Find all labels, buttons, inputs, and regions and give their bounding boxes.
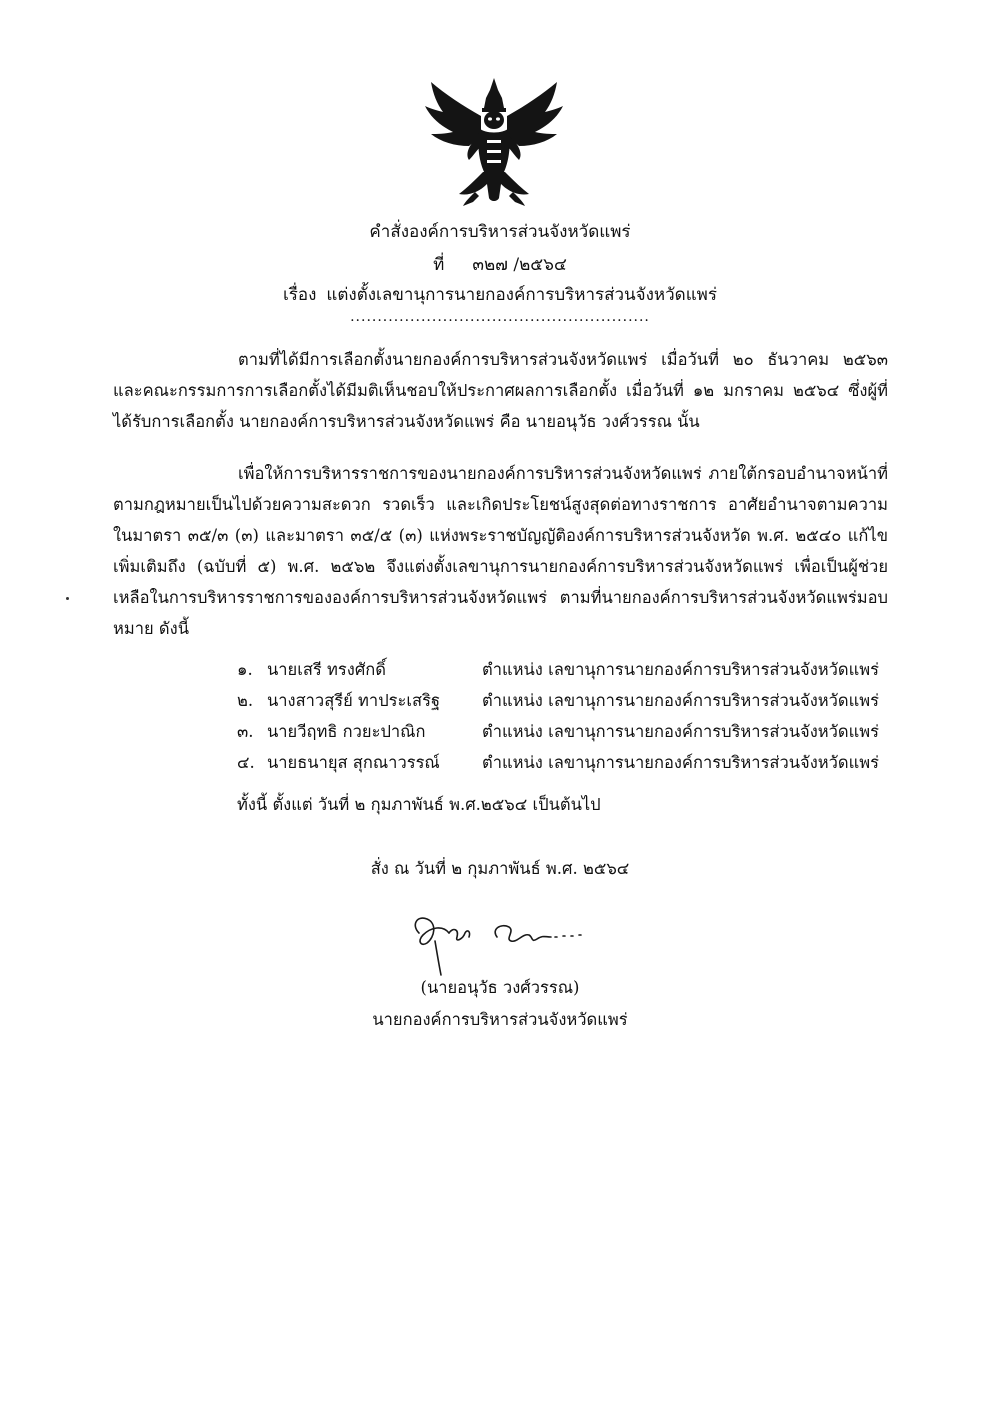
list-item (237, 747, 897, 778)
order-number-value: ๓๒๗ /๒๕๖๔ (472, 255, 567, 275)
appointee-name: นายวีฤทธิ กวยะปาณิก (267, 721, 426, 741)
order-subject (0, 281, 1000, 308)
list-item (237, 716, 897, 747)
appointee-number: ๓. (237, 721, 254, 741)
signer-position: นายกองค์การบริหารส่วนจังหวัดแพร่ (372, 1010, 628, 1029)
appointee-position: ตำแหน่ง เลขานุการนายกองค์การบริหารส่วนจังหวัดแพร่ (482, 690, 879, 710)
order-subject-label: เรื่อง (282, 285, 317, 305)
body-paragraph-1: ตามที่ได้มีการเลือกตั้งนายกองค์การบริหารส่วนจังหวัดแพร่ เมื่อวันที่ ๒๐ ธันวาคม ๒๕๖๓ และคณะกรรมการการเลือกตั้งได้มีมติเห็นชอบให้ประกาศผลการเลือกตั้ง เมื่อวันที่ ๑๒ มกราคม ๒๕๖๔ ซึ่งผู้ที่ได้รับการเลือกตั้ง นายกองค์การบริหารส่วนจังหวัดแพร่ คือ นายอนุวัธ วงศ์วรรณ นั้น (113, 350, 888, 431)
signer-name: (นายอนุวัธ วงศ์วรรณ) (420, 978, 580, 997)
appointee-number: ๔. (237, 752, 255, 772)
document-title: คำสั่งองค์การบริหารส่วนจังหวัดแพร่ (369, 222, 631, 242)
appointee-name: นายเสรี ทรงศักดิ์ (267, 659, 387, 679)
signature-icon (405, 903, 605, 983)
appointee-position: ตำแหน่ง เลขานุการนายกองค์การบริหารส่วนจังหวัดแพร่ (482, 659, 879, 679)
list-item (237, 685, 897, 716)
appointee-position: ตำแหน่ง เลขานุการนายกองค์การบริหารส่วนจังหวัดแพร่ (482, 721, 879, 741)
effective-date: ทั้งนี้ ตั้งแต่ วันที่ ๒ กุมภาพันธ์ พ.ศ.๒๕๖๔ เป็นต้นไป (237, 795, 601, 814)
scan-speck (66, 597, 69, 600)
order-number (0, 251, 1000, 278)
appointee-number: ๒. (237, 690, 254, 710)
appointee-list (237, 654, 897, 778)
appointee-number: ๑. (237, 659, 253, 679)
header-separator: ....................................................... (350, 309, 650, 325)
appointee-name: นางสาวสุรีย์ ทาประเสริฐ (267, 690, 441, 710)
appointee-name: นายธนายุส สุกณาวรรณ์ (267, 752, 440, 772)
order-subject-value: แต่งตั้งเลขานุการนายกองค์การบริหารส่วนจังหวัดแพร่ (326, 285, 718, 305)
appointee-position: ตำแหน่ง เลขานุการนายกองค์การบริหารส่วนจังหวัดแพร่ (482, 752, 879, 772)
order-date: สั่ง ณ วันที่ ๒ กุมภาพันธ์ พ.ศ. ๒๕๖๔ (370, 859, 630, 878)
garuda-emblem-icon (423, 76, 565, 208)
list-item (237, 654, 897, 685)
body-paragraph-2: เพื่อให้การบริหารราชการของนายกองค์การบริหารส่วนจังหวัดแพร่ ภายใต้กรอบอำนาจหน้าที่ตามกฎหมายเป็นไปด้วยความสะดวก รวดเร็ว และเกิดประโยชน์สูงสุดต่อทางราชการ อาศัยอำนาจตามความในมาตรา ๓๕/๓ (๓) และมาตรา ๓๕/๕ (๓) แห่งพระราชบัญญัติองค์การบริหารส่วนจังหวัด พ.ศ. ๒๕๔๐ แก้ไขเพิ่มเติมถึง (ฉบับที่ ๕) พ.ศ. ๒๕๖๒ จึงแต่งตั้งเลขานุการนายกองค์การบริหารส่วนจังหวัดแพร่ เพื่อเป็นผู้ช่วยเหลือในการบริหารราชการขององค์การบริหารส่วนจังหวัดแพร่ ตามที่นายกองค์การบริหารส่วนจังหวัดแพร่มอบหมาย ดังนี้ (113, 464, 888, 638)
order-number-label: ที่ (433, 255, 445, 275)
